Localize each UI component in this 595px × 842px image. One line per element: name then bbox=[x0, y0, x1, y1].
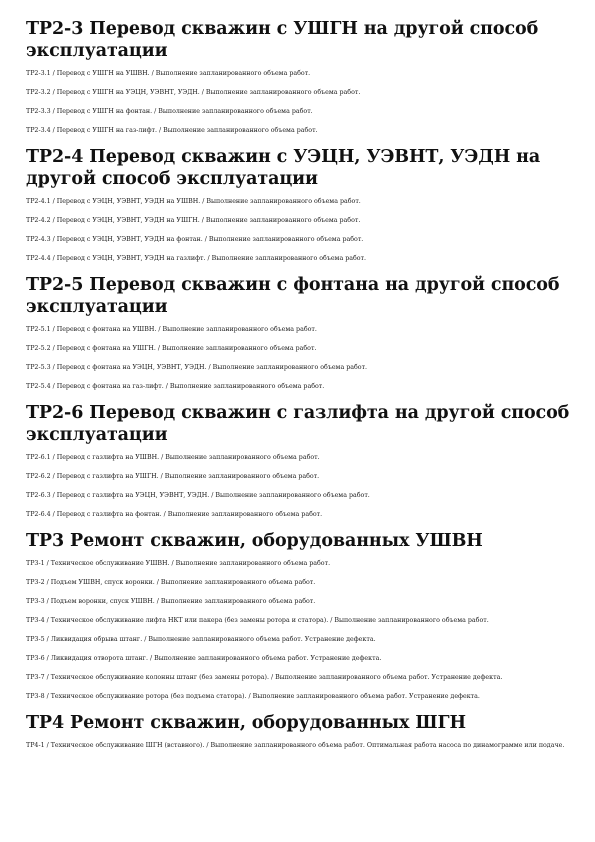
list-item: ТР2-5.1 / Перевод с фонтана на УШВН. / Выполнение запланированного объема работ. bbox=[26, 326, 317, 333]
list-item: ТР2-4.4 / Перевод с УЭЦН, УЭВНТ, УЭДН на газлифт. / Выполнение запланированного объема работ. bbox=[26, 255, 367, 262]
list-item: ТР2-6.2 / Перевод с газлифта на УШГН. / Выполнение запланированного объема работ. bbox=[26, 473, 320, 480]
list-item: ТР2-3.4 / Перевод с УШГН на газ-лифт. / Выполнение запланированного объема работ. bbox=[26, 127, 318, 134]
list-item: ТР2-4.3 / Перевод с УЭЦН, УЭВНТ, УЭДН на фонтан. / Выполнение запланированного объема работ. bbox=[26, 236, 364, 243]
section-title: ТР3 Ремонт скважин, оборудованных УШВН bbox=[26, 531, 483, 551]
section-tr2-3 bbox=[26, 18, 574, 135]
list-item: ТР3-7 / Техническое обслуживание колонны штанг (без замены ротора). / Выполнение запланированного объема работ. Устранение дефекта. bbox=[26, 674, 503, 681]
section-tr2-4 bbox=[26, 146, 574, 263]
list-item: ТР3-6 / Ликвидация отворота штанг. / Выполнение запланированного объема работ. Устранение дефекта. bbox=[26, 655, 382, 662]
section-tr3 bbox=[26, 530, 574, 701]
list-item: ТР2-6.3 / Перевод с газлифта на УЭЦН, УЭВНТ, УЭДН. / Выполнение запланированного объема работ. bbox=[26, 492, 370, 499]
section-tr2-6 bbox=[26, 402, 574, 519]
list-item: ТР2-3.3 / Перевод с УШГН на фонтан. / Выполнение запланированного объема работ. bbox=[26, 108, 313, 115]
list-item: ТР3-5 / Ликвидация обрыва штанг. / Выполнение запланированного объема работ. Устранение дефекта. bbox=[26, 636, 376, 643]
list-item: ТР3-2 / Подъем УШВН, спуск воронки. / Выполнение запланированного объема работ. bbox=[26, 579, 316, 586]
section-tr4 bbox=[26, 712, 574, 750]
list-item: ТР2-6.4 / Перевод с газлифта на фонтан. / Выполнение запланированного объема работ. bbox=[26, 511, 323, 518]
section-title: ТР2-5 Перевод скважин с фонтана на другой способ эксплуатации bbox=[26, 275, 560, 317]
list-item: ТР2-5.2 / Перевод с фонтана на УШГН. / Выполнение запланированного объема работ. bbox=[26, 345, 317, 352]
section-title: ТР2-6 Перевод скважин с газлифта на другой способ эксплуатации bbox=[26, 403, 570, 445]
list-item: ТР3-3 / Подъем воронки, спуск УШВН. / Выполнение запланированного объема работ. bbox=[26, 598, 316, 605]
list-item: ТР2-4.1 / Перевод с УЭЦН, УЭВНТ, УЭДН на УШВН. / Выполнение запланированного объема работ. bbox=[26, 198, 361, 205]
list-item: ТР2-4.2 / Перевод с УЭЦН, УЭВНТ, УЭДН на УШГН. / Выполнение запланированного объема работ. bbox=[26, 217, 361, 224]
list-item: ТР4-1 / Техническое обслуживание ШГН (вставного). / Выполнение запланированного объема работ. Оптимальная работа насоса по динамограмме или подаче. bbox=[26, 742, 565, 749]
list-item: ТР3-4 / Техническое обслуживание лифта НКТ или пакера (без замены ротора и статора). / Выполнение запланированного объема работ. bbox=[26, 617, 489, 624]
list-item: ТР3-1 / Техническое обслуживание УШВН. / Выполнение запланированного объема работ. bbox=[26, 560, 331, 567]
section-title: ТР2-3 Перевод скважин с УШГН на другой способ эксплуатации bbox=[26, 19, 539, 61]
list-item: ТР2-3.1 / Перевод с УШГН на УШВН. / Выполнение запланированного объема работ. bbox=[26, 70, 311, 77]
document-page bbox=[26, 18, 574, 761]
list-item: ТР2-6.1 / Перевод с газлифта на УШВН. / Выполнение запланированного объема работ. bbox=[26, 454, 320, 461]
section-tr2-5 bbox=[26, 274, 574, 391]
list-item: ТР3-8 / Техническое обслуживание ротора (без подъема статора). / Выполнение запланированного объема работ. Устранение дефекта. bbox=[26, 693, 480, 700]
list-item: ТР2-3.2 / Перевод с УШГН на УЭЦН, УЭВНТ, УЭДН. / Выполнение запланированного объема работ. bbox=[26, 89, 361, 96]
section-title: ТР2-4 Перевод скважин с УЭЦН, УЭВНТ, УЭДН на другой способ эксплуатации bbox=[26, 147, 541, 189]
list-item: ТР2-5.3 / Перевод с фонтана на УЭЦН, УЭВНТ, УЭДН. / Выполнение запланированного объема работ. bbox=[26, 364, 368, 371]
section-title: ТР4 Ремонт скважин, оборудованных ШГН bbox=[26, 713, 466, 733]
list-item: ТР2-5.4 / Перевод с фонтана на газ-лифт. / Выполнение запланированного объема работ. bbox=[26, 383, 325, 390]
